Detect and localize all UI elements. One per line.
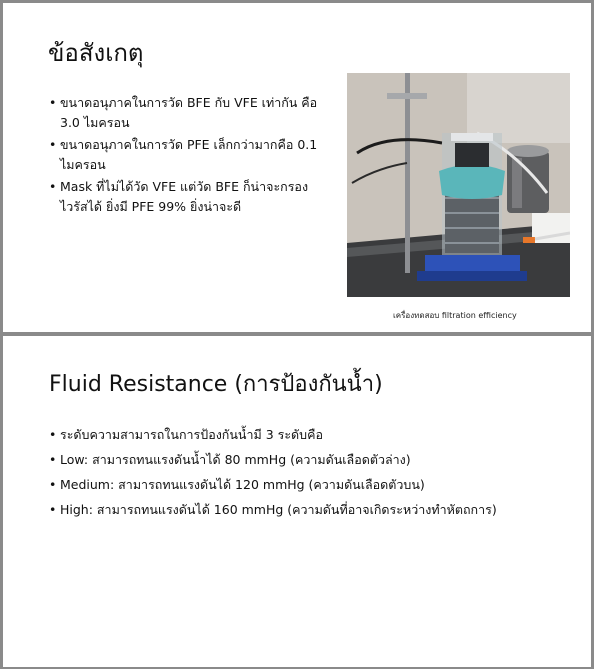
bullet-text: ขนาดอนุภาคในการวัด BFE กับ VFE เท่ากัน คือ 3.0 ไมครอน xyxy=(60,95,318,130)
bullet-text: Low: สามารถทนแรงดันน้ำได้ 80 mmHg (ความดันเลือดตัวล่าง) xyxy=(60,452,411,467)
filtration-tester-photo xyxy=(347,73,570,297)
slide-title: ข้อสังเกตุ xyxy=(48,39,144,67)
bullet-dot: • xyxy=(49,179,57,194)
bullet-dot: • xyxy=(49,477,57,492)
bullet-item xyxy=(49,422,579,447)
bullet-item xyxy=(49,135,324,175)
bullet-item xyxy=(49,93,324,133)
bullet-item xyxy=(49,447,579,472)
bullet-dot: • xyxy=(49,137,57,152)
bullet-list xyxy=(49,422,579,522)
bullet-list xyxy=(49,93,324,219)
bullet-text: High: สามารถทนแรงดันได้ 160 mmHg (ความดันที่อาจเกิดระหว่างทำหัตถการ) xyxy=(60,502,497,517)
bullet-item xyxy=(49,497,579,522)
slide-fluid-resistance xyxy=(3,336,591,667)
bullet-dot: • xyxy=(49,452,57,467)
bullet-dot: • xyxy=(49,95,57,110)
bullet-text: Mask ที่ไม่ได้วัด VFE แต่วัด BFE ก็น่าจะกรองไวรัสได้ ยิ่งมี PFE 99% ยิ่งน่าจะดี xyxy=(60,179,309,214)
bullet-dot: • xyxy=(49,427,57,442)
bullet-text: ระดับความสามารถในการป้องกันน้ำมี 3 ระดับคือ xyxy=(60,427,323,442)
bullet-item xyxy=(49,177,324,217)
slide-observations xyxy=(3,3,591,332)
bullet-dot: • xyxy=(49,502,57,517)
bullet-item xyxy=(49,472,579,497)
slide-title: Fluid Resistance (การป้องกันน้ำ) xyxy=(49,372,383,397)
bullet-text: ขนาดอนุภาคในการวัด PFE เล็กกว่ามากคือ 0.1 ไมครอน xyxy=(60,137,318,172)
photo-caption: เครื่องทดสอบ filtration efficiency xyxy=(393,311,517,320)
bullet-text: Medium: สามารถทนแรงดันได้ 120 mmHg (ความดันเลือดตัวบน) xyxy=(60,477,425,492)
